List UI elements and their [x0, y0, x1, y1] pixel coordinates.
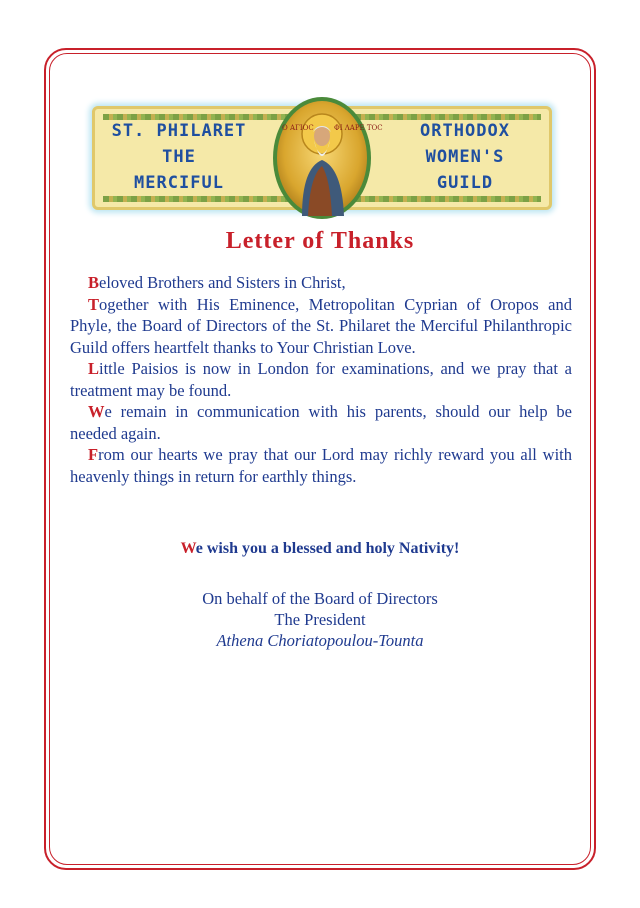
paragraph-text: eloved Brothers and Sisters in Christ, [99, 273, 346, 292]
saint-icon-medallion [272, 96, 383, 220]
letter-paragraph [70, 358, 572, 401]
paragraph-text: ogether with His Eminence, Metropolitan Cyprian of Oropos and Phyle, the Board of Directors of the St. Philaret the Merciful Philanthropic Guild offers heartfelt thanks to Your Christian Love. [70, 294, 572, 357]
drop-initial: T [88, 294, 100, 314]
paragraph-text: rom our hearts we pray that our Lord may richly reward you all with heavenly things in return for earthly things. [70, 445, 572, 486]
letter-paragraph [70, 272, 572, 294]
drop-initial: L [88, 359, 100, 378]
letter-paragraph [70, 401, 572, 444]
banner-left-line: MERCIFUL [134, 173, 224, 193]
icon-inscription-right: ΦΙ ΛΑΡΕ ΤΟC [334, 124, 383, 132]
paragraph-text: e remain in communication with his parents, should our help be needed again. [70, 402, 572, 443]
guild-banner [92, 96, 552, 220]
icon-inscription-left: Ο ΑΓΙΟC [282, 124, 314, 132]
letter-paragraph [70, 294, 572, 359]
drop-initial: B [88, 273, 100, 292]
drop-initial: F [88, 445, 99, 464]
letter-paragraph [70, 444, 572, 487]
nativity-wish [60, 540, 580, 558]
signature-block [60, 588, 580, 651]
banner-right-line: WOMEN'S [425, 147, 505, 167]
banner-right-line: ORTHODOX [420, 121, 510, 141]
page-title: Letter of Thanks [225, 228, 415, 254]
signature-name: Athena Choriatopoulou-Tounta [216, 631, 424, 650]
drop-initial: W [88, 402, 105, 421]
banner-left-text [104, 118, 254, 196]
paragraph-text: ittle Paisios is now in London for examinations, and we pray that a treatment may be found. [70, 359, 572, 400]
letter-body [70, 272, 572, 487]
banner-right-line: GUILD [436, 173, 494, 193]
banner-left-line: THE [162, 147, 196, 167]
wish-text: e wish you a blessed and holy Nativity! [195, 540, 460, 557]
signature-role: The President [274, 610, 366, 629]
banner-right-text [390, 118, 540, 196]
signature-behalf: On behalf of the Board of Directors [202, 589, 438, 608]
drop-initial: W [180, 540, 196, 557]
banner-left-line: ST. PHILARET [111, 121, 247, 141]
